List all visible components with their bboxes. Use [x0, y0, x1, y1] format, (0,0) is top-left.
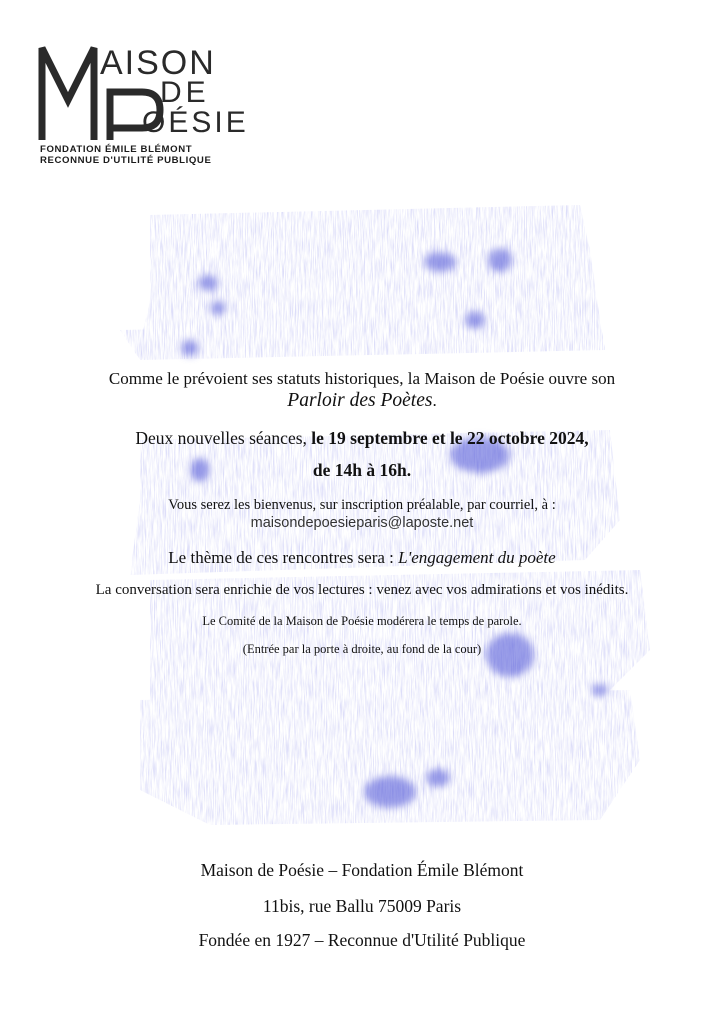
sessions-prefix: Deux nouvelles séances, — [135, 428, 312, 448]
welcome-text: Vous serez les bienvenus, sur inscription préalable, par courriel, à : — [168, 497, 556, 513]
entrance-text: (Entrée par la porte à droite, au fond de la cour) — [242, 642, 482, 656]
logo-word-poesie: OÉSIE — [142, 106, 249, 139]
logo-word-de: DE — [160, 76, 210, 109]
theme-title: L'engagement du poète — [398, 548, 556, 567]
hours-text: de 14h à 16h. — [312, 460, 412, 480]
moderation-text: Le Comité de la Maison de Poésie modérera le temps de parole. — [202, 614, 522, 628]
logo-reconnue: RECONNUE D'UTILITÉ PUBLIQUE — [40, 155, 212, 166]
parloir-line — [0, 390, 724, 412]
parloir-title: Parloir des Poètes — [287, 390, 433, 411]
parloir-dot: . — [432, 391, 437, 410]
theme-prefix: Le thème de ces rencontres sera : — [168, 548, 399, 567]
intro-text: Comme le prévoient ses statuts historiques, la Maison de Poésie ouvre son — [108, 369, 616, 388]
email-link[interactable]: maisondepoesieparis@laposte.net — [250, 515, 474, 531]
footer-address: 11bis, rue Ballu 75009 Paris — [262, 896, 462, 916]
logo-fondation: FONDATION ÉMILE BLÉMONT — [40, 144, 193, 155]
footer-founded: Fondée en 1927 – Reconnue d'Utilité Publique — [198, 930, 526, 950]
readings-text: La conversation sera enrichie de vos lectures : venez avec vos admirations et vos inédits. — [95, 582, 629, 598]
sessions-line — [0, 428, 724, 449]
maison-de-poesie-logo — [38, 40, 249, 170]
logo-word-maison: AISON — [100, 44, 216, 82]
sessions-dates: le 19 septembre et le 22 octobre 2024, — [311, 428, 589, 448]
theme-line — [0, 548, 724, 568]
footer-name: Maison de Poésie – Fondation Émile Blémont — [200, 860, 524, 880]
